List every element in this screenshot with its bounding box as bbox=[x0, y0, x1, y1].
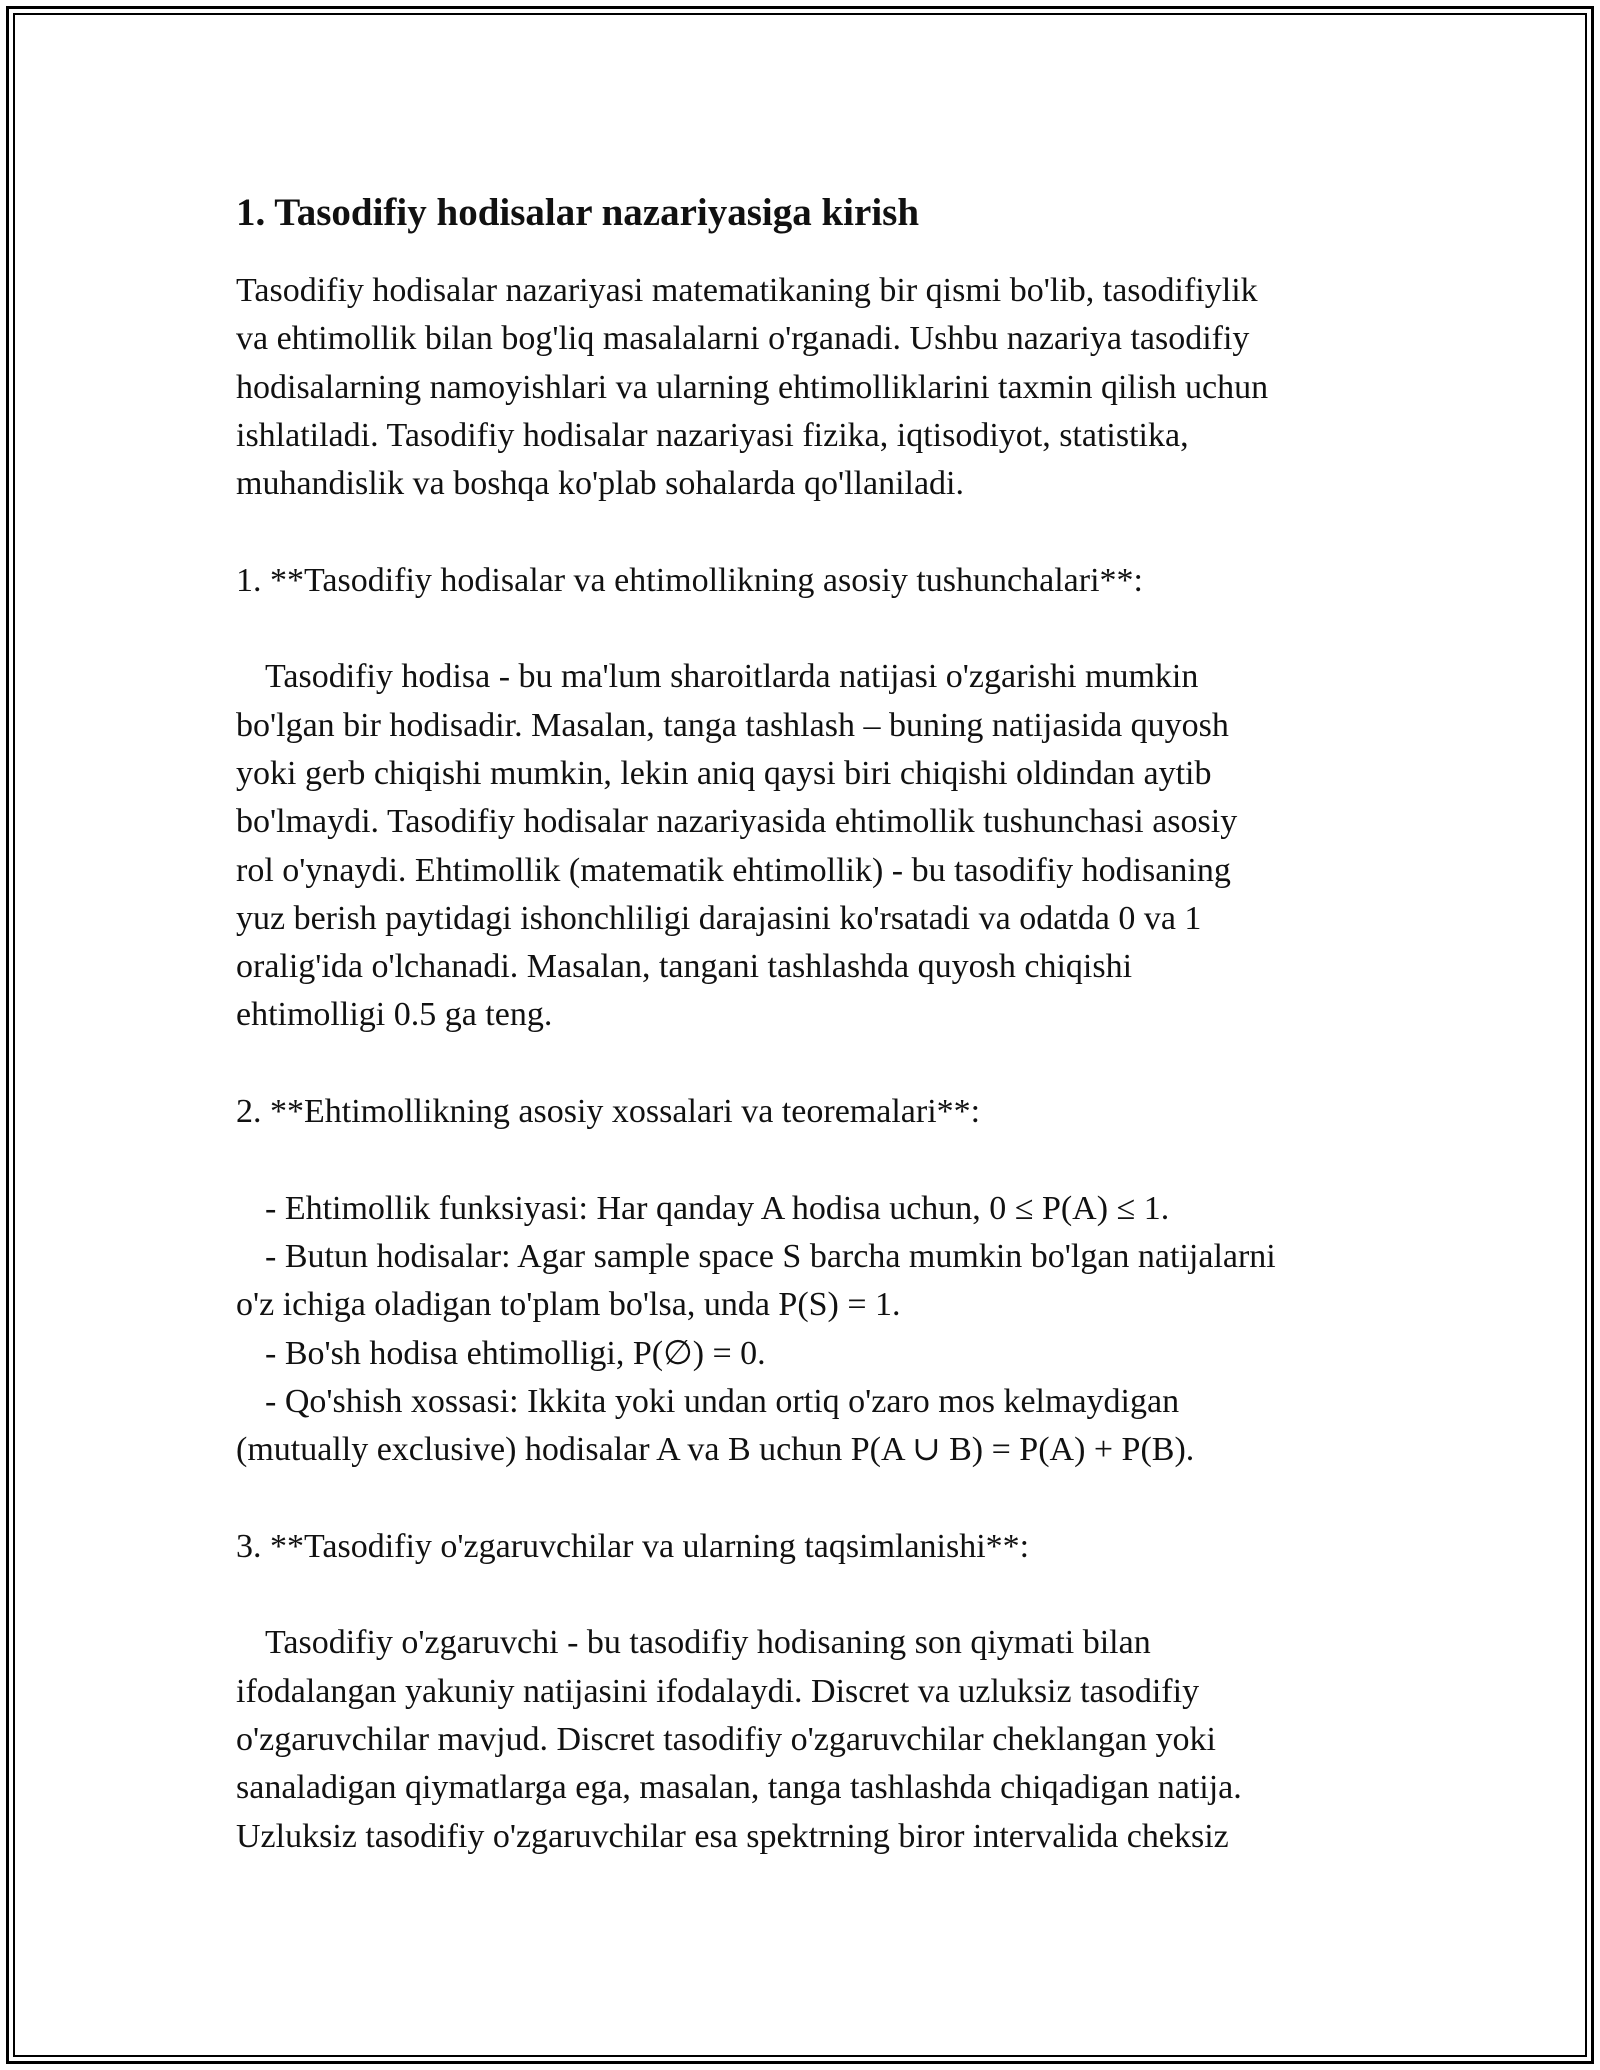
blank-line bbox=[236, 1571, 1366, 1619]
intro-paragraph bbox=[236, 267, 1366, 508]
list-item: - Bo'sh hodisa ehtimolligi, P(∅) = 0. bbox=[265, 1334, 766, 1372]
list-item-continuation: o'z ichiga oladigan to'plam bo'lsa, unda P(S) = 1. bbox=[236, 1286, 901, 1324]
blank-line bbox=[236, 605, 1366, 653]
text-line: ehtimolligi 0.5 ga teng. bbox=[236, 996, 553, 1034]
list-item: - Butun hodisalar: Agar sample space S barcha mumkin bo'lgan natijalarni bbox=[265, 1237, 1276, 1275]
blank-line bbox=[236, 1474, 1366, 1522]
text-line: Tasodifiy hodisa - bu ma'lum sharoitlarda natijasi o'zgarishi mumkin bbox=[265, 658, 1199, 696]
section-3-paragraph bbox=[236, 1619, 1366, 1860]
blank-line bbox=[236, 1040, 1366, 1088]
text-line: bo'lmaydi. Tasodifiy hodisalar nazariyasida ehtimollik tushunchasi asosiy bbox=[236, 803, 1238, 841]
text-line: hodisalarning namoyishlari va ularning ehtimolliklarini taxmin qilish uchun bbox=[236, 368, 1269, 406]
text-line: yuz berish paytidagi ishonchliligi darajasini ko'rsatadi va odatda 0 va 1 bbox=[236, 899, 1202, 937]
section-1-title: 1. **Tasodifiy hodisalar va ehtimollikning asosiy tushunchalari**: bbox=[236, 561, 1143, 599]
text-line: ifodalangan yakuniy natijasini ifodalaydi. Discret va uzluksiz tasodifiy bbox=[236, 1672, 1200, 1710]
list-item: - Qo'shish xossasi: Ikkita yoki undan ortiq o'zaro mos kelmaydigan bbox=[265, 1382, 1180, 1420]
blank-line bbox=[236, 508, 1366, 556]
text-line: Tasodifiy o'zgaruvchi - bu tasodifiy hodisaning son qiymati bilan bbox=[265, 1624, 1151, 1662]
section-2-list bbox=[236, 1185, 1366, 1475]
text-line: va ehtimollik bilan bog'liq masalalarni o'rganadi. Ushbu nazariya tasodifiy bbox=[236, 320, 1250, 358]
list-item: - Ehtimollik funksiyasi: Har qanday A hodisa uchun, 0 ≤ P(A) ≤ 1. bbox=[265, 1189, 1170, 1227]
list-item-continuation: (mutually exclusive) hodisalar A va B uchun P(A ∪ B) = P(A) + P(B). bbox=[236, 1431, 1195, 1469]
text-line: ishlatiladi. Tasodifiy hodisalar nazariyasi fizika, iqtisodiyot, statistika, bbox=[236, 416, 1189, 454]
blank-line bbox=[236, 1136, 1366, 1184]
text-line: Tasodifiy hodisalar nazariyasi matematikaning bir qismi bo'lib, tasodifiylik bbox=[236, 272, 1258, 309]
text-line: sanaladigan qiymatlarga ega, masalan, tanga tashlashda chiqadigan natija. bbox=[236, 1769, 1242, 1807]
text-line: muhandislik va boshqa ko'plab sohalarda qo'llaniladi. bbox=[236, 465, 964, 503]
section-3-title: 3. **Tasodifiy o'zgaruvchilar va ularning taqsimlanishi**: bbox=[236, 1527, 1030, 1565]
section-2-title: 2. **Ehtimollikning asosiy xossalari va teoremalari**: bbox=[236, 1093, 981, 1131]
text-line: o'zgaruvchilar mavjud. Discret tasodifiy o'zgaruvchilar cheklangan yoki bbox=[236, 1720, 1216, 1758]
document-body bbox=[236, 267, 1366, 1861]
text-line: oralig'ida o'lchanadi. Masalan, tangani tashlashda quyosh chiqishi bbox=[236, 948, 1133, 986]
text-line: yoki gerb chiqishi mumkin, lekin aniq qaysi biri chiqishi oldindan aytib bbox=[236, 754, 1212, 792]
text-line: Uzluksiz tasodifiy o'zgaruvchilar esa spektrning biror intervalida cheksiz bbox=[236, 1817, 1229, 1855]
text-line: bo'lgan bir hodisadir. Masalan, tanga tashlash – buning natijasida quyosh bbox=[236, 706, 1229, 744]
document-heading: 1. Tasodifiy hodisalar nazariyasiga kirish bbox=[236, 191, 920, 234]
section-1-paragraph bbox=[236, 653, 1366, 1039]
text-line: rol o'ynaydi. Ehtimollik (matematik ehtimollik) - bu tasodifiy hodisaning bbox=[236, 851, 1231, 889]
